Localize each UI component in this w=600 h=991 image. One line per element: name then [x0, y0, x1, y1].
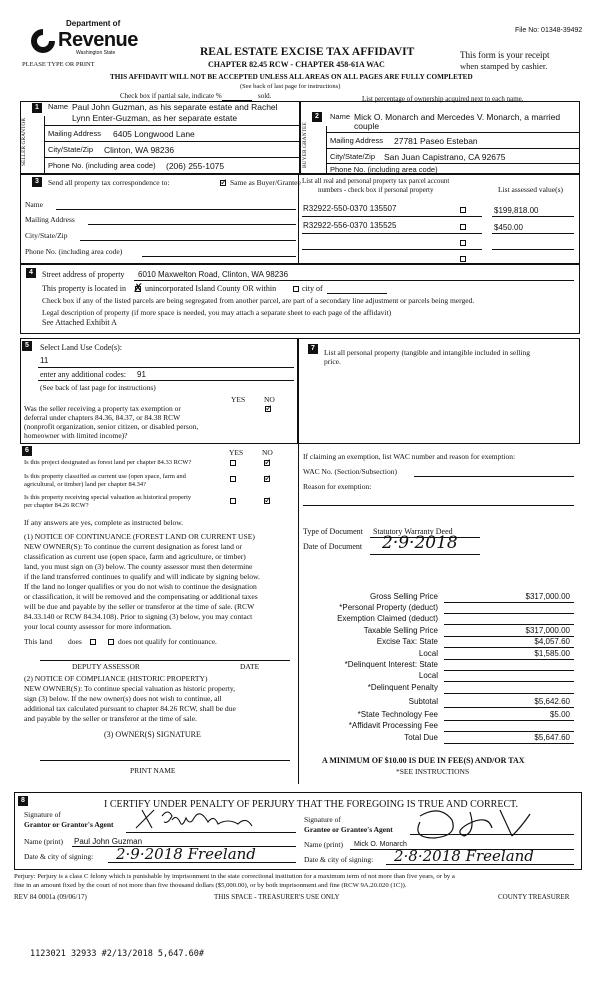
section-1-badge: 1 [32, 103, 42, 113]
city-checkbox[interactable] [293, 286, 299, 292]
correspondence-label: Send all property tax correspondence to: [48, 178, 170, 187]
grantee-name[interactable]: Mick O. Monarch [354, 841, 407, 848]
logo-line1: Department of [66, 19, 121, 28]
tax-value[interactable]: $317,000.00 [525, 626, 570, 635]
same-as-buyer-label: Same as Buyer/Grantee [230, 178, 301, 187]
assessor-date: DATE [240, 662, 260, 671]
logo-line2: Revenue [58, 29, 138, 51]
buyer-city-label: City/State/Zip [330, 152, 376, 161]
tax-label: Subtotal [408, 697, 438, 706]
s5-see-back: (See back of last page for instructions) [40, 383, 156, 392]
form-title: REAL ESTATE EXCISE TAX AFFIDAVIT [200, 46, 415, 58]
exemption-q4: homeowner with limited income)? [24, 431, 128, 440]
grantor-signature[interactable] [132, 806, 292, 832]
tax-label: *Delinquent Penalty [367, 683, 438, 692]
notice-line: if the land transferred continues to qualify and will indicate by signing below. [24, 572, 260, 581]
legal-description-label: Legal description of property (if more space is needed, you may attach a separate sheet to each page of the affidavit) [42, 308, 392, 317]
section-8-badge: 8 [18, 796, 28, 806]
grantor-name-label: Name (print) [24, 837, 63, 846]
notice-line: and payable by the seller or transferor at the time of sale. [24, 714, 197, 723]
additional-codes[interactable]: 91 [137, 370, 146, 379]
seller-mailing[interactable]: 6405 Longwood Lane [113, 129, 195, 139]
tax-label: Exemption Claimed (deduct) [337, 614, 438, 623]
receipt-note-1: This form is your receipt [460, 50, 550, 60]
seller-city-label: City/State/Zip [48, 145, 94, 154]
seller-phone[interactable]: (206) 255-1075 [166, 161, 225, 171]
parcel-header-2: numbers - check box if personal property [318, 186, 434, 194]
tax-value[interactable]: $4,057.60 [534, 637, 570, 646]
s3-mailing-label: Mailing Address [25, 215, 75, 224]
exemption-q2: deferral under chapters 84.36, 84.37, or 84.38 RCW [24, 413, 181, 422]
tax-value[interactable]: $5,647.60 [534, 733, 570, 742]
treasurer-stamp: 1123021 32933 #2/13/2018 5,647.60# [30, 949, 204, 959]
street-label: Street address of property [42, 270, 125, 279]
assessed-header: List assessed value(s) [498, 185, 563, 194]
rev-number: REV 84 0001a (09/06/17) [14, 893, 87, 901]
grantee-date[interactable]: 2·8·2018 Freeland [394, 847, 534, 865]
s6-no: NO [262, 448, 273, 457]
personal-property-checkbox[interactable] [460, 240, 466, 246]
assessed-value[interactable]: $450.00 [494, 223, 523, 232]
segregated-note: Check box if any of the listed parcels are being segregated from another parcel, are part of a secondary line adjustment or parcels being merged. [42, 296, 475, 305]
current-use-yes-checkbox[interactable] [230, 476, 236, 482]
s3-name-label: Name [25, 200, 43, 209]
section-4-badge: 4 [26, 268, 36, 278]
section-7-badge: 7 [308, 344, 318, 354]
tax-label: Taxable Selling Price [363, 626, 438, 635]
grantee-signature[interactable] [400, 806, 550, 842]
tax-label: Excise Tax: State [376, 637, 438, 646]
notice-line: classification as current use (open space, farm and agriculture, or timber) [24, 552, 246, 561]
does-checkbox[interactable] [90, 639, 96, 645]
personal-property-checkbox[interactable] [460, 256, 466, 262]
file-number: File No: 01348-39492 [515, 27, 583, 34]
minimum-note: A MINIMUM OF $10.00 IS DUE IN FEE(S) AND/OR TAX [322, 756, 525, 765]
exemption-q1: Was the seller receiving a property tax exemption or [24, 404, 181, 413]
personal-property-label-2: price. [324, 357, 341, 366]
forest-question: Is this project designated as forest land per chapter 84.33 RCW? [24, 459, 192, 466]
buyer-phone-label: Phone No. (including area code) [330, 165, 438, 174]
notice-line: land, you must sign on (3) below. The county assessor must then determine [24, 562, 253, 571]
land-use-label: Select Land Use Code(s): [40, 343, 122, 352]
section-3-badge: 3 [32, 177, 42, 187]
wac-label: WAC No. (Section/Subsection) [303, 467, 397, 476]
historic-yes-checkbox[interactable] [230, 498, 236, 504]
parcel-number[interactable]: R32922-550-0370 135507 [303, 204, 397, 213]
doc-type[interactable]: Statutory Warranty Deed [373, 527, 453, 536]
section-6-badge: 6 [22, 446, 32, 456]
tax-value[interactable]: $1,585.00 [534, 649, 570, 658]
owner-signature: (3) OWNER(S) SIGNATURE [104, 730, 201, 739]
grantee-date-label: Date & city of signing: [304, 855, 374, 864]
parcel-number[interactable]: R32922-556-0370 135525 [303, 221, 397, 230]
logo-swoosh-icon [28, 26, 58, 56]
forest-yes-checkbox[interactable] [230, 460, 236, 466]
perjury-line-1: Perjury: Perjury is a class C felony which is punishable by imprisonment in the state correctional institution for a maximum term of not more than five years, or by a [14, 873, 455, 880]
legal-description[interactable]: See Attached Exhibit A [42, 318, 117, 327]
seller-phone-label: Phone No. (including area code) [48, 161, 156, 170]
s3-city-label: City/State/Zip [25, 231, 68, 240]
grantor-sig-label-2: Grantor or Grantor's Agent [24, 820, 114, 829]
dor-logo [28, 18, 138, 62]
historic-question-a: Is this property receiving special valuation as historical property [24, 494, 192, 501]
seller-mailing-label: Mailing Address [48, 129, 101, 138]
doc-date-label: Date of Document [303, 542, 363, 551]
grantee-name-label: Name (print) [304, 840, 343, 849]
deputy-assessor: DEPUTY ASSESSOR [72, 662, 140, 671]
tax-label: Local [418, 671, 438, 680]
tax-label: Total Due [404, 733, 438, 742]
seller-name-line1[interactable]: Paul John Guzman, as his separate estate and Rachel [72, 102, 278, 112]
notice-line: 84.33.140 or RCW 84.34.108). Prior to signing (3) below, you may contact [24, 612, 253, 621]
receipt-note-2: when stamped by cashier. [460, 61, 548, 71]
notice-line: (1) NOTICE OF CONTINUANCE (FOREST LAND OR CURRENT USE) [24, 532, 255, 541]
buyer-name-line1[interactable]: Mick O. Monarch and Mercedes V. Monarch, a married [354, 112, 561, 122]
notice-line: additional tax calculated pursuant to chapter 84.26 RCW, shall be due [24, 704, 236, 713]
street-address[interactable]: 6010 Maxwelton Road, Clinton, WA 98236 [138, 270, 289, 279]
seller-name-label: Name [48, 102, 69, 111]
does-not-label: does not qualify for continuance. [118, 637, 217, 646]
reason-label: Reason for exemption: [303, 482, 372, 491]
current-use-question-b: agricultural, or timber) land per chapter 84.34? [24, 481, 147, 488]
tax-label: *Delinquent Interest: State [344, 660, 438, 669]
s6-yes: YES [229, 448, 244, 457]
county-treasurer: COUNTY TREASURER [498, 893, 570, 901]
tax-label: Local [418, 649, 438, 658]
located-prefix: This property is located in [42, 284, 126, 293]
current-use-question-a: Is this property classified as current use (open space, farm and [24, 473, 186, 480]
partial-sold: sold. [258, 92, 272, 100]
s5-yes: YES [231, 395, 246, 404]
seller-side-label: SELLER GRANTOR [21, 117, 27, 166]
seller-name-line2[interactable]: Lynn Enter-Guzman, as her separate estate [72, 113, 238, 123]
perjury-line-2: fine in an amount fixed by the court of not more than five thousand dollars ($5,000.00), or by both imprisonment and fine (RCW 9A.20.020 (1C)). [14, 882, 407, 889]
personal-property-checkbox[interactable] [460, 224, 466, 230]
assessed-value[interactable]: $199,818.00 [494, 206, 539, 215]
s5-no: NO [264, 395, 275, 404]
located-mid: unincorporated Island County OR within [145, 284, 277, 293]
personal-property-checkbox[interactable] [460, 207, 466, 213]
grantee-sig-label-2: Grantee or Grantee's Agent [304, 825, 393, 834]
print-name: PRINT NAME [130, 766, 176, 775]
section-2-badge: 2 [312, 112, 322, 122]
notice-line: sign (3) below. If the new owner(s) does not wish to continue, all [24, 694, 222, 703]
tax-label: *State Technology Fee [357, 710, 438, 719]
this-land-label: This land [24, 637, 53, 646]
tax-value[interactable]: $317,000.00 [525, 592, 570, 601]
s3-phone-label: Phone No. (including area code) [25, 247, 123, 256]
located-city: city of [302, 284, 323, 293]
buyer-city[interactable]: San Juan Capistrano, CA 92675 [384, 152, 506, 162]
exemption-claim: If claiming an exemption, list WAC number and reason for exemption: [303, 452, 516, 461]
notice-line: If the land no longer qualifies or you do not wish to continue the designation [24, 582, 257, 591]
grantor-name[interactable]: Paul John Guzman [74, 837, 143, 846]
buyer-name-label: Name [330, 112, 351, 121]
additional-codes-label: enter any additional codes: [40, 370, 126, 379]
does-label: does [68, 637, 82, 646]
parcel-header-1: List all real and personal property tax parcel account [302, 177, 450, 185]
ownership-list: List percentage of ownership acquired next to each name. [362, 95, 524, 103]
exemption-q3: (nonprofit organization, senior citizen, or disabled person, [24, 422, 199, 431]
seller-city[interactable]: Clinton, WA 98236 [104, 145, 175, 155]
see-instructions: *SEE INSTRUCTIONS [396, 767, 470, 776]
does-not-checkbox[interactable] [108, 639, 114, 645]
notice-line: will be due and payable by the seller or transferor at the time of sale. (RCW [24, 602, 255, 611]
buyer-side-label: BUYER GRANTEE [302, 122, 308, 168]
historic-question-b: per chapter 84.26 RCW? [24, 502, 89, 509]
tax-label: *Affidavit Processing Fee [348, 721, 438, 730]
doc-type-label: Type of Document [303, 527, 363, 536]
notice-line: your local county assessor for more information. [24, 622, 172, 631]
certify-statement: I CERTIFY UNDER PENALTY OF PERJURY THAT THE FOREGOING IS TRUE AND CORRECT. [104, 799, 518, 810]
tax-value[interactable]: $5.00 [549, 710, 570, 719]
notice-line: (2) NOTICE OF COMPLIANCE (HISTORIC PROPERTY) [24, 674, 208, 683]
treasurer-space: THIS SPACE - TREASURER'S USE ONLY [214, 893, 340, 901]
tax-label: Gross Selling Price [369, 592, 438, 601]
tax-value[interactable]: $5,642.60 [534, 697, 570, 706]
logo-line3: Washington State [76, 50, 116, 56]
grantor-date[interactable]: 2·9·2018 Freeland [116, 845, 256, 863]
type-or-print: PLEASE TYPE OR PRINT [22, 61, 95, 68]
buyer-name-line2[interactable]: couple [354, 121, 380, 131]
grantee-sig-label-1: Signature of [304, 815, 341, 824]
buyer-mailing[interactable]: 27781 Paseo Esteban [394, 136, 478, 146]
partial-sale-label: Check box if partial sale, indicate % [120, 92, 222, 100]
warning: THIS AFFIDAVIT WILL NOT BE ACCEPTED UNLESS ALL AREAS ON ALL PAGES ARE FULLY COMPLETED [110, 73, 473, 81]
personal-property-label-1: List all personal property (tangible and intangible included in selling [324, 348, 530, 357]
notice-line: or classification, it will be removed and the compensating or additional taxes [24, 592, 258, 601]
buyer-mailing-label: Mailing Address [330, 136, 383, 145]
any-yes-note: If any answers are yes, complete as instructed below. [24, 518, 184, 527]
form-subtitle: CHAPTER 82.45 RCW - CHAPTER 458-61A WAC [208, 60, 385, 69]
tax-label: *Personal Property (deduct) [339, 603, 438, 612]
notice-line: NEW OWNER(S): To continue special valuation as historic property, [24, 684, 236, 693]
notice-line: NEW OWNER(S): To continue the current designation as forest land or [24, 542, 243, 551]
land-use-code[interactable]: 11 [40, 356, 49, 365]
section-5-badge: 5 [22, 341, 32, 351]
grantor-date-label: Date & city of signing: [24, 852, 94, 861]
see-back: (See back of last page for instructions) [240, 83, 341, 90]
grantor-sig-label-1: Signature of [24, 810, 61, 819]
doc-date[interactable]: 2·9·2018 [382, 533, 458, 553]
